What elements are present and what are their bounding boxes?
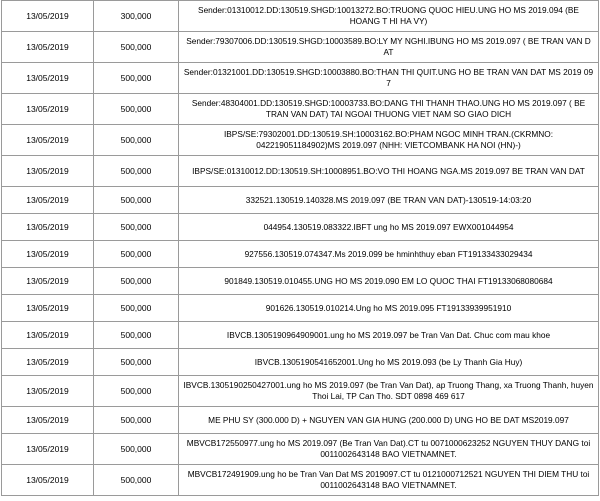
- transaction-date: 13/05/2019: [2, 32, 94, 63]
- transaction-date: 13/05/2019: [2, 268, 94, 295]
- transaction-description: IBVCB.1305190541652001.Ung ho MS 2019.093 (be Ly Thanh Gia Huy): [179, 349, 599, 376]
- table-row: [2, 32, 599, 63]
- transaction-description: 901849.130519.010455.UNG HO MS 2019.090 EM LO QUOC THAI FT19133068080684: [179, 268, 599, 295]
- table-row: [2, 322, 599, 349]
- transaction-date: 13/05/2019: [2, 465, 94, 496]
- transaction-amount: 500,000: [94, 214, 179, 241]
- transaction-description: 901626.130519.010214.Ung ho MS 2019.095 FT19133939951910: [179, 295, 599, 322]
- table-row: [2, 94, 599, 125]
- transaction-amount: 500,000: [94, 295, 179, 322]
- transaction-description: ME PHU SY (300.000 D) + NGUYEN VAN GIA HUNG (200.000 D) UNG HO BE DAT MS2019.097: [179, 407, 599, 434]
- transaction-date: 13/05/2019: [2, 322, 94, 349]
- table-row: [2, 187, 599, 214]
- transaction-amount: 500,000: [94, 268, 179, 295]
- transaction-description: 332521.130519.140328.MS 2019.097 (BE TRAN VAN DAT)-130519-14:03:20: [179, 187, 599, 214]
- transaction-date: 13/05/2019: [2, 63, 94, 94]
- transaction-amount: 500,000: [94, 187, 179, 214]
- transaction-amount: 500,000: [94, 156, 179, 187]
- transaction-description: MBVCB172550977.ung ho MS 2019.097 (Be Tran Van Dat).CT tu 0071000623252 NGUYEN THUY DANG toi 0011002643148 BAO VIETNAMNET.: [179, 434, 599, 465]
- transaction-description: IBVCB.1305190250427001.ung ho MS 2019.097 (be Tran Van Dat), ap Truong Thang, xa Truong Thanh, huyen Thoi Lai, TP Can Tho. SDT 0898 469 617: [179, 376, 599, 407]
- transaction-date: 13/05/2019: [2, 125, 94, 156]
- transaction-description: IBPS/SE:79302001.DD:130519.SH:10003162.BO:PHAM NGOC MINH TRAN.(CKRMNO: 042219051184902)MS 2019.097 (NHH: VIETCOMBANK HA NOI (HN)-): [179, 125, 599, 156]
- transaction-amount: 300,000: [94, 1, 179, 32]
- transaction-amount: 500,000: [94, 465, 179, 496]
- table-row: [2, 349, 599, 376]
- table-row: [2, 268, 599, 295]
- transaction-description: Sender:01321001.DD:130519.SHGD:10003880.BO:THAN THI QUIT.UNG HO BE TRAN VAN DAT MS 2019 09 7: [179, 63, 599, 94]
- table-row: [2, 434, 599, 465]
- table-row: [2, 376, 599, 407]
- transaction-date: 13/05/2019: [2, 241, 94, 268]
- transaction-date: 13/05/2019: [2, 187, 94, 214]
- transaction-amount: 500,000: [94, 349, 179, 376]
- transaction-amount: 500,000: [94, 407, 179, 434]
- transaction-date: 13/05/2019: [2, 407, 94, 434]
- transaction-description: 044954.130519.083322.IBFT ung ho MS 2019.097 EWX001044954: [179, 214, 599, 241]
- transaction-amount: 500,000: [94, 322, 179, 349]
- table-body: [2, 1, 599, 496]
- transaction-amount: 500,000: [94, 125, 179, 156]
- table-row: [2, 156, 599, 187]
- transaction-amount: 500,000: [94, 94, 179, 125]
- transaction-description: Sender:79307006.DD:130519.SHGD:10003589.BO:LY MY NGHI.IBUNG HO MS 2019.097 ( BE TRAN VAN D AT: [179, 32, 599, 63]
- transaction-amount: 500,000: [94, 63, 179, 94]
- transaction-date: 13/05/2019: [2, 295, 94, 322]
- transaction-description: IBVCB.1305190964909001.ung ho MS 2019.097 be Tran Van Dat. Chuc com mau khoe: [179, 322, 599, 349]
- table-row: [2, 63, 599, 94]
- transaction-description: Sender:01310012.DD:130519.SHGD:10013272.BO:TRUONG QUOC HIEU.UNG HO MS 2019.094 (BE HOANG T HI HA VY): [179, 1, 599, 32]
- transaction-description: 927556.130519.074347.Ms 2019.099 be hminhthuy eban FT19133433029434: [179, 241, 599, 268]
- table-row: [2, 465, 599, 496]
- transaction-date: 13/05/2019: [2, 376, 94, 407]
- table-row: [2, 241, 599, 268]
- transaction-amount: 500,000: [94, 376, 179, 407]
- table-row: [2, 295, 599, 322]
- transaction-date: 13/05/2019: [2, 214, 94, 241]
- table-row: [2, 1, 599, 32]
- transaction-date: 13/05/2019: [2, 94, 94, 125]
- transaction-date: 13/05/2019: [2, 434, 94, 465]
- table-row: [2, 125, 599, 156]
- bank-transaction-table: [1, 0, 599, 496]
- transaction-description: Sender:48304001.DD:130519.SHGD:10003733.BO:DANG THI THANH THAO.UNG HO MS 2019.097 ( BE TRAN VAN DAT) TAI NGOAI THUONG VIET NAM SO GIAO DICH: [179, 94, 599, 125]
- transaction-amount: 500,000: [94, 241, 179, 268]
- transaction-date: 13/05/2019: [2, 156, 94, 187]
- transaction-date: 13/05/2019: [2, 1, 94, 32]
- transaction-date: 13/05/2019: [2, 349, 94, 376]
- transaction-description: MBVCB172491909.ung ho be Tran Van Dat MS 2019097.CT tu 0121000712521 NGUYEN THI DIEM THU toi 0011002643148 BAO VIETNAMNET.: [179, 465, 599, 496]
- transaction-amount: 500,000: [94, 32, 179, 63]
- table-row: [2, 407, 599, 434]
- transaction-description: IBPS/SE:01310012.DD:130519.SH:10008951.BO:VO THI HOANG NGA.MS 2019.097 BE TRAN VAN DAT: [179, 156, 599, 187]
- transaction-amount: 500,000: [94, 434, 179, 465]
- table-row: [2, 214, 599, 241]
